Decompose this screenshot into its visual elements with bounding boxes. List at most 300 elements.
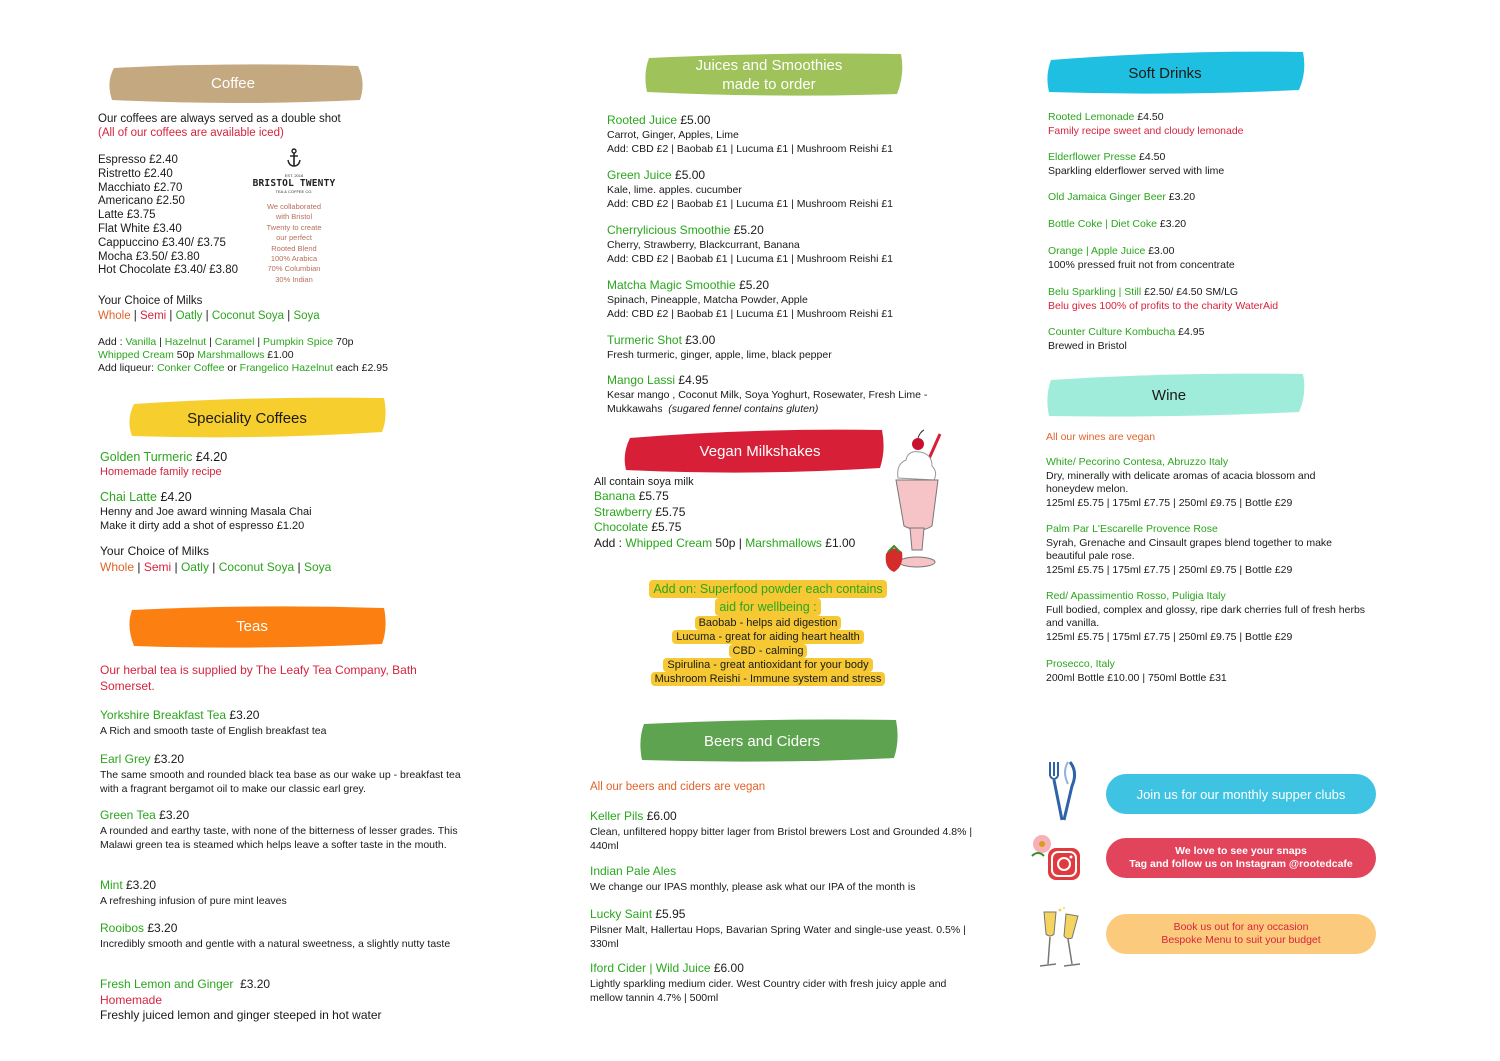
juice-title (607, 333, 967, 348)
superfood-name: Lucuma (676, 631, 716, 643)
tea-price: £3.20 (155, 808, 190, 822)
juice-item (607, 278, 967, 321)
mango-lassi (607, 373, 987, 416)
collab-line: 30% Indian (275, 274, 313, 284)
superfood-name: Spirulina (667, 659, 711, 671)
coffee-liqueur-price: each £2.95 (335, 362, 388, 375)
beer-title (590, 864, 980, 879)
superfood-pill (729, 644, 808, 658)
juice-desc: Carrot, Ginger, Apples, Lime (607, 129, 739, 141)
syrup-option: Hazelnut (164, 336, 207, 348)
bristol-twenty-logo (252, 148, 336, 285)
coffee-addons-line3 (98, 362, 428, 375)
juice-addons: Add: CBD £2 | Baobab £1 | Lucuma £1 | Mushroom Reishi £1 (607, 308, 894, 320)
milkshake-item (594, 520, 894, 536)
wine-item (1046, 523, 1366, 577)
coffee-item-price: £3.40 (152, 222, 182, 235)
lemon-line (100, 977, 480, 992)
tea-title (100, 708, 470, 723)
coffee-item-price: £3.40/ £3.75 (161, 236, 226, 249)
syrup-sep: | (206, 336, 215, 348)
beer-name: Indian Pale Ales (590, 864, 677, 878)
beer-title (590, 907, 980, 922)
lemon-home: Homemade (100, 993, 163, 1007)
coffee-item-price: £2.50 (156, 195, 185, 208)
juice-title (607, 113, 967, 128)
tea-price: £3.20 (150, 752, 185, 766)
beer-desc: We change our IPAS monthly, please ask what our IPA of the month is (590, 881, 916, 893)
cutlery-icon (1040, 758, 1084, 824)
soft-title (1048, 191, 1378, 205)
instagram-banner[interactable] (1106, 838, 1376, 878)
superfood-pill (651, 672, 886, 686)
coffee-liqueur-2: Frangelico Hazelnut (239, 362, 334, 375)
mango-name: Mango Lassi (607, 373, 676, 387)
speciality-milks-title: Your Choice of Milks (100, 544, 209, 558)
superfood-name: Baobab (698, 617, 737, 629)
wine-item (1046, 590, 1366, 644)
coffee-list (98, 154, 258, 278)
beer-desc: Lightly sparkling medium cider. West Country cider with fresh juicy apple and mellow tannin 4.7% | 500ml (590, 978, 947, 1004)
superfood-desc: - calming (755, 645, 804, 657)
soft-name: Orange | Apple Juice (1048, 245, 1146, 257)
juice-price: £5.20 (735, 278, 770, 292)
syrup-option: Caramel (214, 336, 255, 348)
mango-note: (sugared fennel contains gluten) (668, 403, 819, 415)
beers-heading: Beers and Ciders (704, 732, 820, 750)
tea-price: £3.20 (226, 708, 260, 722)
superfood-block (612, 580, 924, 686)
wine-desc: Dry, minerally with delicate aromas of acacia blossom and honeydew melon. (1046, 469, 1316, 495)
mango-price: £4.95 (678, 373, 709, 387)
coffee-item-name: Flat White (98, 222, 153, 235)
golden-price: £4.20 (195, 450, 228, 464)
beers-vegan-note: All our beers and ciders are vegan (590, 781, 766, 793)
milk-sep: | (134, 560, 144, 574)
juices-heading (643, 54, 895, 96)
milk-option: Coconut Soya (211, 310, 285, 322)
wine-prices: 200ml Bottle £10.00 | 750ml Bottle £31 (1046, 671, 1227, 684)
coffee-liqueur-1: Conker Coffee (156, 362, 225, 375)
juice-title (607, 168, 967, 183)
juice-title (607, 223, 967, 238)
soft-price: £4.50 (1134, 111, 1164, 123)
coffee-item-price: £2.40 (144, 167, 173, 180)
soft-heading: Soft Drinks (1128, 64, 1202, 82)
beer-name: Iford Cider | Wild Juice (590, 961, 711, 975)
collab-line: our perfect (276, 233, 312, 243)
soft-name: Rooted Lemonade (1048, 111, 1135, 123)
collab-line: Twenty to create (266, 222, 322, 232)
beer-item (590, 864, 980, 894)
milkshake-heading: Vegan Milkshakes (699, 442, 821, 460)
beer-item (590, 907, 980, 951)
wine-name: White/ Pecorino Contesa, Abruzzo Italy (1046, 456, 1229, 468)
collab-line: We collaborated (266, 202, 322, 211)
beer-price: £5.95 (652, 907, 686, 921)
teas-heading: Teas (236, 617, 268, 635)
juice-addons: Add: CBD £2 | Baobab £1 | Lucuma £1 | Mushroom Reishi £1 (607, 143, 894, 155)
soft-item (1048, 326, 1378, 353)
soft-name: Old Jamaica Ginger Beer (1048, 191, 1166, 203)
soft-price: £3.20 (1165, 191, 1196, 203)
beer-title (590, 961, 980, 976)
collab-line: 100% Arabica (270, 254, 318, 264)
milk-sep: | (166, 310, 176, 322)
speciality-heading: Speciality Coffees (187, 409, 307, 427)
juice-title (607, 278, 967, 293)
soft-price: £3.20 (1156, 218, 1187, 230)
milk-option: Oatly (175, 310, 203, 322)
tea-title (100, 808, 470, 823)
coffee-syrups (125, 336, 333, 348)
milk-option: Whole (98, 310, 131, 322)
soft-price: £4.50 (1136, 151, 1166, 163)
milk-sep: | (171, 560, 181, 574)
tea-desc: Incredibly smooth and gentle with a natural sweetness, a slightly nutty taste (100, 938, 451, 950)
juice-item (607, 223, 967, 266)
booking-text-2: Bespoke Menu to suit your budget (1161, 934, 1321, 946)
coffee-item-name: Ristretto (98, 167, 145, 180)
speciality-milks-list (100, 559, 400, 575)
supper-club-text: Join us for our monthly supper clubs (1136, 786, 1346, 802)
coffee-milks (98, 294, 358, 323)
tea-name: Rooibos (100, 921, 145, 935)
coffee-item (98, 264, 258, 278)
superfood-title-2: aid for wellbeing : (715, 598, 820, 616)
tea-price: £3.20 (144, 921, 178, 935)
milkshake-add-prefix: Add : (594, 535, 623, 550)
milkshake-list (594, 489, 894, 536)
coffee-marsh: Marshmallows (197, 349, 265, 362)
soft-desc: Brewed in Bristol (1048, 339, 1127, 352)
coffee-item-name: Latte (98, 209, 127, 222)
juice-name: Turmeric Shot (607, 333, 682, 347)
milkshake-item (594, 505, 894, 521)
coffee-item-price: £3.75 (126, 209, 156, 222)
wine-item (1046, 658, 1366, 685)
mango-desc-2: Mukkawahs (607, 403, 663, 415)
coffee-syrups-price: 70p (336, 336, 354, 348)
beer-name: Keller Pils (590, 809, 644, 823)
superfood-desc: - great antioxidant for your body (710, 659, 869, 671)
coffee-intro: Our coffees are always served as a double shot (98, 113, 341, 125)
supper-club-banner[interactable] (1106, 774, 1376, 814)
coffee-item (98, 209, 258, 223)
coffee-item-name: Mocha (98, 250, 136, 263)
soft-title (1048, 151, 1378, 165)
syrup-option: Pumpkin Spice (263, 336, 334, 348)
chai-price: £4.20 (160, 490, 192, 504)
wine-vegan-note: All our wines are vegan (1046, 431, 1156, 443)
soft-name: Belu Sparkling | Still (1048, 286, 1142, 298)
coffee-item (98, 182, 258, 196)
juice-name: Green Juice (607, 168, 672, 182)
lemon-price: £3.20 (240, 977, 271, 991)
tea-item (100, 708, 470, 738)
soft-item (1048, 286, 1378, 313)
mango-desc: Kesar mango , Coconut Milk, Soya Yoghurt, Rosewater, Fresh Lime - (607, 389, 928, 401)
milk-option: Semi (143, 560, 172, 574)
coffee-milks-title: Your Choice of Milks (98, 295, 203, 307)
coffee-addons (98, 336, 428, 376)
champagne-icon (1036, 906, 1088, 972)
soft-price: £3.00 (1145, 245, 1175, 257)
superfood-name: CBD (732, 645, 756, 657)
soft-item (1048, 218, 1378, 232)
milk-option: Soya (293, 310, 320, 322)
tea-name: Mint (100, 878, 123, 892)
beer-item (590, 809, 980, 853)
superfood-item (612, 644, 924, 658)
golden-name: Golden Turmeric (100, 450, 193, 464)
superfood-pill (695, 616, 842, 630)
coffee-liqueur-prefix: Add liqueur: (98, 362, 155, 375)
superfood-desc: - helps aid digestion (736, 617, 838, 629)
coffee-item (98, 154, 258, 168)
coffee-item-price: £2.70 (153, 181, 183, 194)
juice-price: £5.20 (730, 223, 764, 237)
milkshake-whipped: Whipped Cream (625, 535, 713, 550)
superfood-name: Mushroom Reishi (654, 673, 741, 685)
juice-item (607, 168, 967, 211)
milk-option: Whole (100, 560, 135, 574)
wine-prices: 125ml £5.75 | 175ml £7.75 | 250ml £9.75 | Bottle £29 (1046, 563, 1293, 576)
soft-item (1048, 151, 1378, 178)
coffee-item-name: Macchiato (98, 181, 154, 194)
mango-desc-2-line (607, 402, 987, 416)
soft-desc: Family recipe sweet and cloudy lemonade (1048, 124, 1244, 137)
coffee-milks-list (98, 309, 358, 323)
tea-price: £3.20 (122, 878, 157, 892)
superfood-item (612, 630, 924, 644)
juice-name: Matcha Magic Smoothie (607, 278, 736, 292)
soft-name: Elderflower Presse (1048, 151, 1137, 163)
juice-item (607, 113, 967, 156)
coffee-item-price: £3.50/ £3.80 (135, 250, 200, 263)
juice-price: £5.00 (671, 168, 706, 182)
soft-name: Counter Culture Kombucha (1048, 326, 1176, 338)
juice-addons: Add: CBD £2 | Baobab £1 | Lucuma £1 | Mushroom Reishi £1 (607, 253, 894, 265)
milk-sep: | (284, 310, 294, 322)
juice-price: £3.00 (681, 333, 716, 347)
soft-title (1048, 326, 1378, 340)
wine-prices: 125ml £5.75 | 175ml £7.75 | 250ml £9.75 | Bottle £29 (1046, 630, 1293, 643)
tea-item (100, 921, 470, 951)
golden-line (100, 450, 400, 465)
coffee-whipped-price: 50p (176, 349, 195, 362)
booking-banner[interactable] (1106, 914, 1376, 954)
milkshake-price: £5.75 (635, 489, 669, 503)
milkshake-marsh: Marshmallows (745, 535, 822, 550)
juices-heading-2: made to order (722, 76, 816, 93)
milkshake-intro: All contain soya milk (594, 476, 694, 488)
coffee-item-name: Cappuccino (98, 236, 162, 249)
coffee-item-price: £2.40 (149, 154, 178, 166)
lemon-desc: Freshly juiced lemon and ginger steeped in hot water (100, 1008, 382, 1022)
milkshake-name: Chocolate (594, 520, 649, 534)
superfood-title-1: Add on: Superfood powder each contains (649, 580, 886, 598)
teas-supplier (100, 662, 460, 694)
golden-desc: Homemade family recipe (100, 466, 222, 478)
soft-price: £4.95 (1175, 326, 1205, 338)
collab-line: with Bristol (275, 212, 313, 222)
milkshake-item (594, 489, 894, 505)
logo-text: BRISTOL TWENTY (252, 178, 336, 189)
coffee-item (98, 223, 258, 237)
superfood-pill (672, 630, 863, 644)
chai-line (100, 490, 400, 505)
milkshake-price: £5.75 (652, 504, 686, 519)
juice-desc: Kale, lime. apples. cucumber (607, 184, 742, 196)
superfood-item (612, 672, 924, 686)
soft-desc: Sparkling elderflower served with lime (1048, 164, 1225, 177)
tea-title (100, 878, 470, 893)
wine-name: Palm Par L'Escarelle Provence Rose (1046, 523, 1218, 535)
tea-title (100, 752, 470, 767)
juice-desc: Cherry, Strawberry, Blackcurrant, Banana (607, 239, 800, 251)
milkshake-name: Strawberry (594, 504, 653, 519)
coffee-heading: Coffee (211, 74, 255, 92)
logo-small-top: EST. 2016 (284, 173, 304, 178)
wine-desc: Syrah, Grenache and Cinsault grapes blend together to make beautiful pale rose. (1046, 536, 1333, 562)
collab-text (252, 202, 336, 285)
collab-line: 70% Columbian (267, 264, 321, 274)
juice-desc: Spinach, Pineapple, Matcha Powder, Apple (607, 294, 808, 306)
milkshake-addons: Add : Whipped Cream 50p | Marshmallows £1.00 (594, 535, 856, 550)
superfood-pill (663, 658, 872, 672)
tea-item (100, 878, 470, 908)
beer-title (590, 809, 980, 824)
milkshake-name: Banana (594, 489, 636, 503)
soft-title (1048, 245, 1378, 259)
coffee-item-name: Americano (98, 195, 157, 208)
tea-name: Earl Grey (100, 752, 151, 766)
milk-sep: | (208, 560, 219, 574)
soft-price: £2.50/ £4.50 SM/LG (1141, 286, 1239, 298)
milkshake-marsh-price: £1.00 (825, 535, 856, 550)
syrup-option: Vanilla (125, 336, 157, 348)
tea-desc: A Rich and smooth taste of English breakfast tea (100, 725, 327, 737)
milkshake-whipped-price: 50p (715, 535, 736, 550)
coffee-whipped: Whipped Cream (98, 349, 174, 362)
beer-price: £6.00 (710, 961, 744, 975)
soft-title (1048, 111, 1378, 125)
wine-name: Prosecco, Italy (1046, 658, 1115, 670)
tea-name: Green Tea (100, 808, 156, 822)
superfood-item (612, 616, 924, 630)
coffee-liqueur-or: or (227, 362, 237, 375)
speciality-items (100, 450, 400, 575)
teas-supplier-1: Our herbal tea is supplied by The Leafy Tea Company, Bath (100, 663, 417, 677)
milk-sep: | (202, 310, 212, 322)
superfood-desc: - Immune system and stress (740, 673, 882, 685)
milk-option: Soya (303, 560, 332, 574)
anchor-icon (286, 148, 302, 168)
coffee-item (98, 195, 258, 209)
instagram-icon (1028, 830, 1084, 886)
tea-desc: A rounded and earthy taste, with none of the bitterness of lesser grades. This Malawi green tea is steamed which helps leave a softer taste in the mouth. (100, 825, 458, 851)
soft-item (1048, 191, 1378, 205)
soft-item (1048, 245, 1378, 272)
soft-name: Bottle Coke | Diet Coke (1048, 218, 1157, 230)
juice-name: Rooted Juice (607, 113, 678, 127)
coffee-item-name: Espresso (98, 154, 150, 166)
logo-small-bottom: TEA & COFFEE CO. (275, 189, 313, 194)
milkshake-price: £5.75 (648, 520, 682, 534)
coffee-iced-note: (All of our coffees are available iced) (98, 127, 284, 139)
wine-prices: 125ml £5.75 | 175ml £7.75 | 250ml £9.75 | Bottle £29 (1046, 496, 1293, 509)
beer-desc: Clean, unfiltered hoppy bitter lager from Bristol brewers Lost and Grounded 4.8% | 440ml (590, 826, 973, 852)
superfood-desc: - great for aiding heart health (715, 631, 860, 643)
juice-item (607, 333, 967, 362)
superfood-list (612, 616, 924, 686)
coffee-marsh-price: £1.00 (267, 349, 294, 362)
instagram-text-2: Tag and follow us on Instagram @rootedcafe (1129, 858, 1353, 870)
wine-desc: Full bodied, complex and glossy, ripe dark cherries full of fresh herbs and vanilla. (1046, 603, 1366, 629)
tea-name: Yorkshire Breakfast Tea (100, 708, 227, 722)
coffee-item (98, 237, 258, 251)
beer-desc: Pilsner Malt, Hallertau Hops, Bavarian Spring Water and single-use yeast. 0.5% | 330ml (590, 924, 966, 950)
instagram-text-1: We love to see your snaps (1175, 845, 1307, 857)
soft-item (1048, 111, 1378, 138)
syrup-sep: | (254, 336, 264, 348)
soft-title (1048, 286, 1378, 300)
coffee-intro-block (98, 112, 348, 140)
chai-extra: Make it dirty add a shot of espresso £1.20 (100, 520, 305, 532)
lemon-name: Fresh Lemon and Ginger (100, 977, 234, 991)
tea-desc: A refreshing infusion of pure mint leaves (100, 895, 287, 907)
tea-item (100, 808, 470, 852)
coffee-item (98, 251, 258, 265)
coffee-add-prefix: Add : (98, 336, 123, 348)
milk-option: Coconut Soya (218, 560, 295, 574)
beer-price: £6.00 (643, 809, 677, 823)
collab-line: Rooted Blend (271, 243, 317, 253)
coffee-item (98, 168, 258, 182)
lemon-ginger (100, 977, 480, 1023)
milk-sep: | (130, 310, 140, 322)
coffee-item-name: Hot Chocolate (98, 264, 175, 277)
teas-supplier-2: Somerset. (100, 679, 155, 693)
wine-item (1046, 456, 1366, 510)
coffee-item-price: £3.40/ £3.80 (174, 264, 239, 277)
superfood-title (612, 580, 924, 616)
soft-title (1048, 218, 1378, 232)
mango-line (607, 373, 987, 388)
chai-desc: Henny and Joe award winning Masala Chai (100, 506, 312, 518)
tea-title (100, 921, 470, 936)
juice-price: £5.00 (677, 113, 711, 127)
milkshake-block (594, 475, 894, 551)
tea-item (100, 752, 470, 796)
wine-heading: Wine (1151, 386, 1187, 404)
coffee-addons-line2 (98, 349, 428, 362)
soft-desc: 100% pressed fruit not from concentrate (1048, 258, 1235, 271)
tea-desc: The same smooth and rounded black tea base as our wake up - breakfast tea with a fragrant bergamot oil to make our classic earl grey. (100, 769, 461, 795)
milk-option: Semi (140, 310, 167, 322)
juice-name: Cherrylicious Smoothie (607, 223, 731, 237)
chai-name: Chai Latte (100, 490, 157, 504)
superfood-item (612, 658, 924, 672)
juice-addons: Add: CBD £2 | Baobab £1 | Lucuma £1 | Mushroom Reishi £1 (607, 198, 894, 210)
syrup-sep: | (156, 336, 165, 348)
milk-sep: | (294, 560, 304, 574)
booking-text-1: Book us out for any occasion (1173, 921, 1309, 933)
milk-option: Oatly (180, 560, 209, 574)
beer-item (590, 961, 980, 1005)
juices-heading-1: Juices and Smoothies (695, 57, 843, 74)
